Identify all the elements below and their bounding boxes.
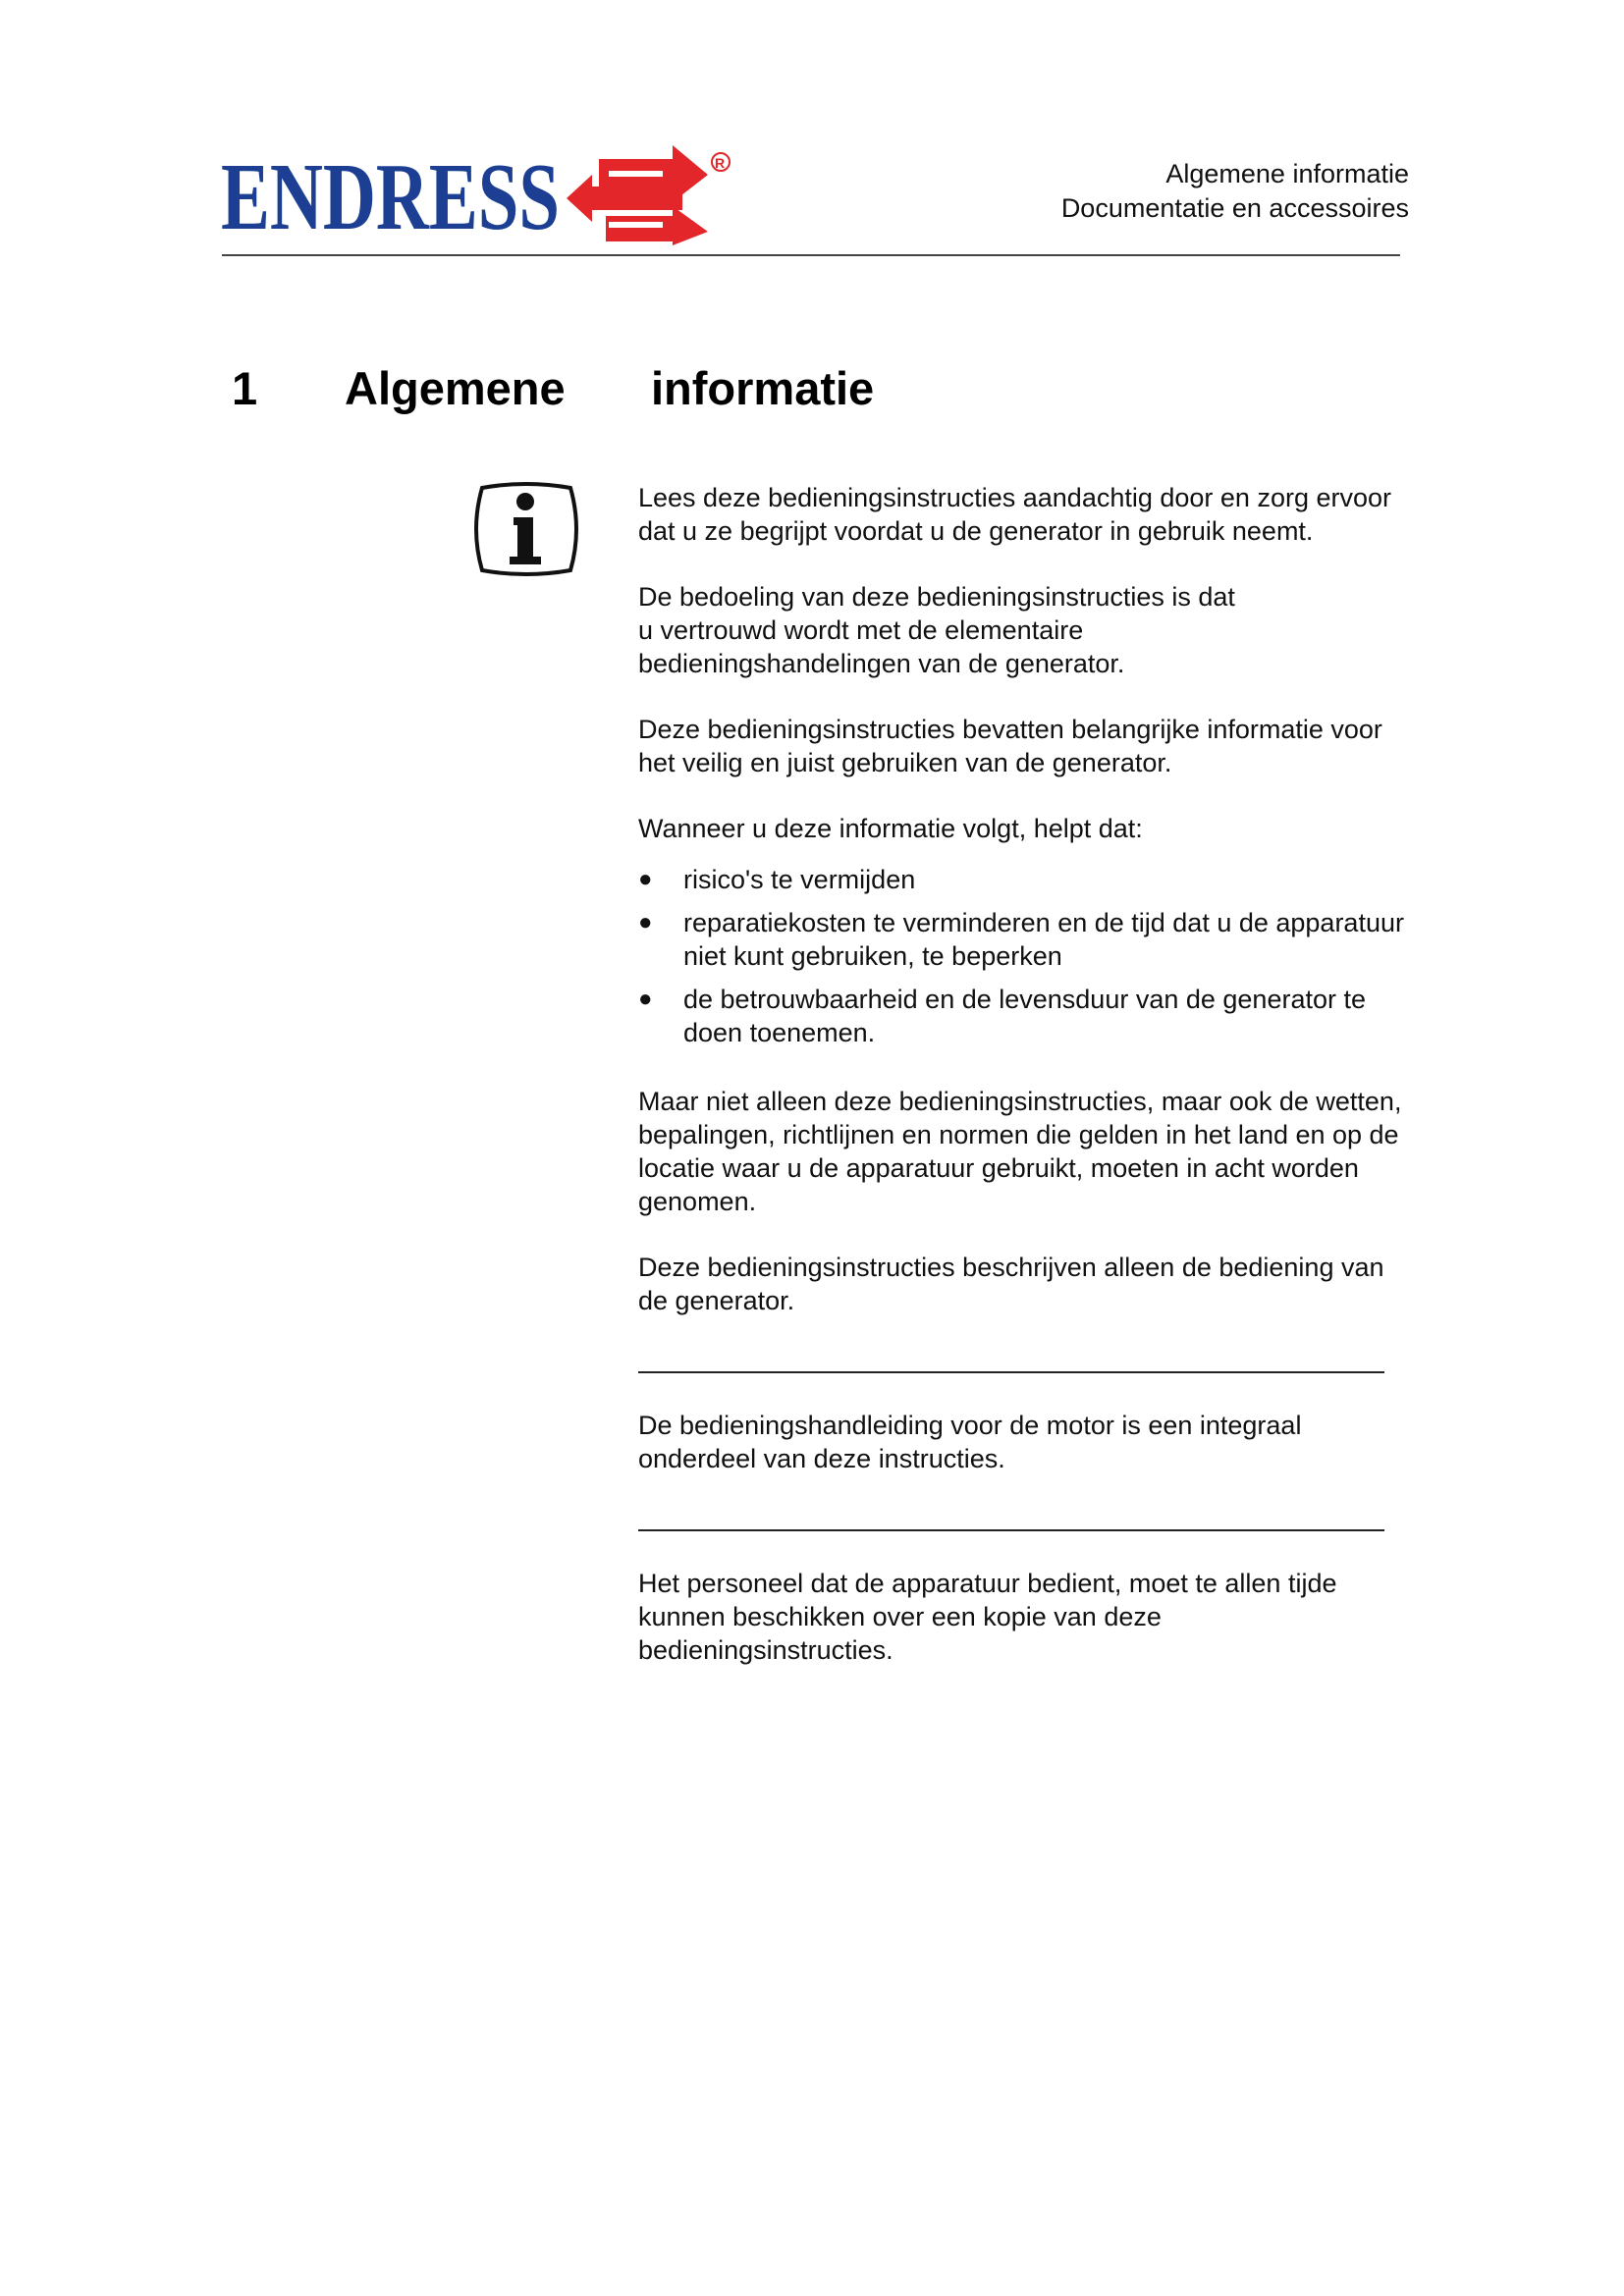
paragraph-purpose-line: De bedoeling van deze bedieningsinstructies is dat: [638, 582, 1235, 612]
main-content: [638, 481, 1414, 1667]
chapter-title-word2: informatie: [651, 362, 875, 414]
logo-wordmark: ENDRESS: [221, 144, 560, 245]
paragraph-personnel-copy: [638, 1567, 1414, 1667]
paragraph-scope: Deze bedieningsinstructies beschrijven alleen de bediening van de generator.: [638, 1253, 1384, 1315]
registered-mark: R: [715, 155, 726, 171]
running-header: [1061, 157, 1409, 226]
paragraph-personnel-line: Het personeel dat de apparatuur bedient, moet te allen tijde: [638, 1569, 1337, 1598]
chapter-title-word1: Algemene: [345, 362, 566, 414]
section-divider: [638, 1371, 1384, 1373]
paragraph-personnel-line: bedieningsinstructies.: [638, 1635, 893, 1665]
paragraph-benefits-intro: Wanneer u deze informatie volgt, helpt dat:: [638, 814, 1143, 843]
list-item: [638, 983, 1414, 1049]
header-divider: [222, 254, 1400, 256]
logo-arrows-mark: [567, 145, 708, 245]
paragraph-personnel-line: kunnen beschikken over een kopie van deze: [638, 1602, 1162, 1631]
paragraph-laws-regulations: Maar niet alleen deze bedieningsinstructies, maar ook de wetten, bepalingen, richtlijnen en normen die gelden in het land en op de locatie waar u de apparatuur gebruikt, moeten in acht worden genomen.: [638, 1087, 1402, 1216]
list-item-text: reparatiekosten te verminderen en de tijd dat u de apparatuur niet kunt gebruiken, te beperken: [683, 908, 1404, 971]
bullet-icon: ●: [638, 866, 653, 892]
bullet-icon: ●: [638, 986, 653, 1012]
info-icon: [468, 480, 584, 578]
section-divider: [638, 1529, 1384, 1531]
paragraph-engine-manual: De bedieningshandleiding voor de motor is een integraal onderdeel van deze instructies.: [638, 1411, 1302, 1473]
list-item: [638, 863, 1414, 896]
running-header-line1: Algemene informatie: [1165, 159, 1409, 188]
benefits-list: [638, 863, 1414, 1049]
bullet-icon: ●: [638, 909, 653, 935]
chapter-number: 1: [232, 362, 258, 414]
paragraph-purpose: [638, 580, 1414, 680]
list-item-text: de betrouwbaarheid en de levensduur van de generator te doen toenemen.: [683, 985, 1366, 1047]
running-header-line2: Documentatie en accessoires: [1060, 193, 1409, 223]
endress-logo: [221, 137, 741, 245]
paragraph-read-carefully: Lees deze bedieningsinstructies aandachtig door en zorg ervoor dat u ze begrijpt voordat u de generator in gebruik neemt.: [638, 483, 1391, 546]
paragraph-purpose-line: bedieningshandelingen van de generator.: [638, 649, 1125, 678]
list-item: [638, 906, 1414, 973]
list-item-text: risico's te vermijden: [683, 865, 916, 894]
paragraph-important-info: Deze bedieningsinstructies bevatten belangrijke informatie voor het veilig en juist gebruiken van de generator.: [638, 715, 1382, 777]
paragraph-purpose-line: u vertrouwd wordt met de elementaire: [638, 615, 1084, 645]
